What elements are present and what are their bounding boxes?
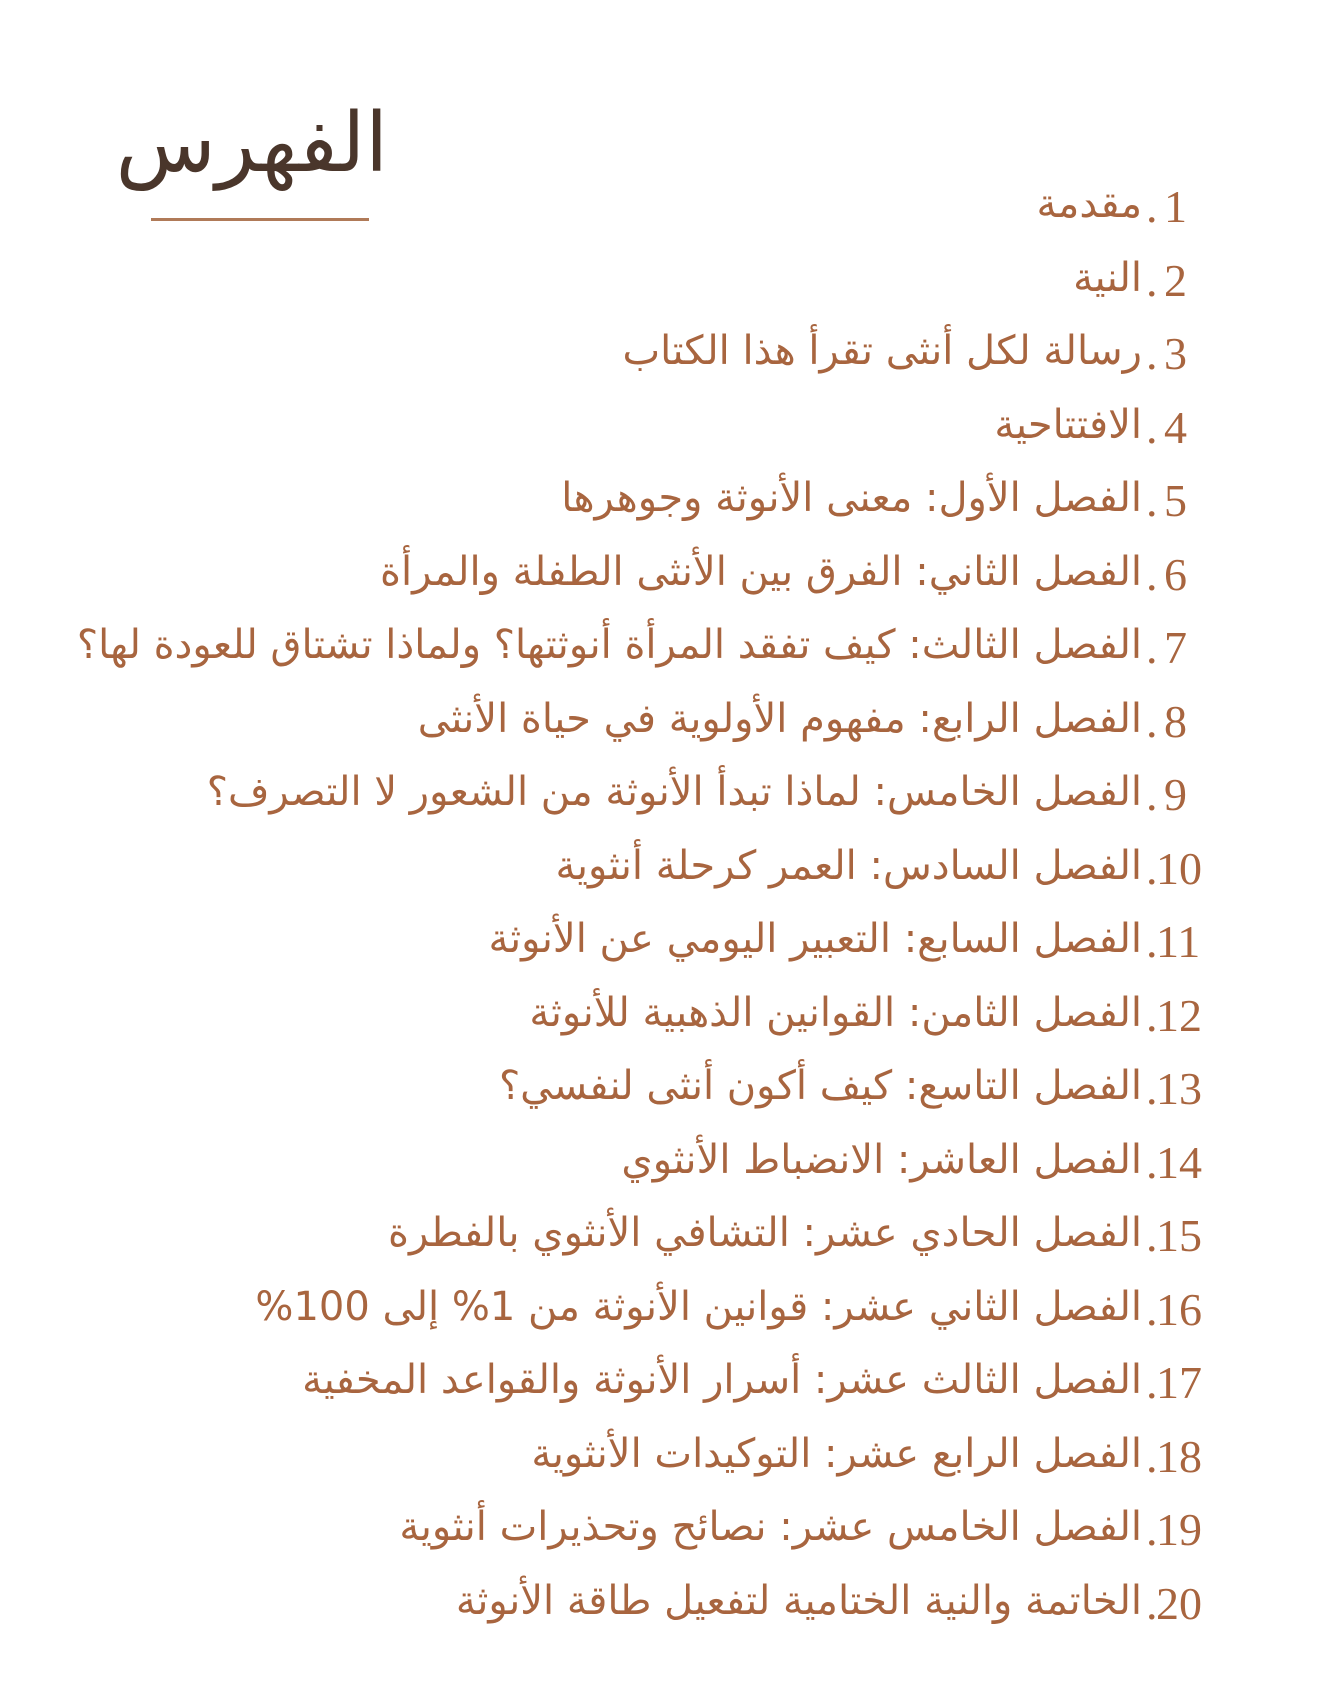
toc-item-label: الافتتاحية	[994, 401, 1142, 448]
toc-item-label: الفصل السادس: العمر كرحلة أنثوية	[555, 842, 1142, 889]
toc-item-10[interactable]	[0, 838, 1320, 912]
toc-item-label: الفصل الرابع عشر: التوكيدات الأنثوية	[531, 1430, 1142, 1477]
toc-item-label: مقدمة	[1036, 181, 1142, 227]
toc-item-label: النية	[1073, 254, 1142, 301]
toc-item-number: 15	[1156, 1210, 1202, 1261]
toc-item-label: الفصل الحادي عشر: التشافي الأنثوي بالفطرة	[387, 1210, 1142, 1256]
toc-item-number: 8	[1164, 695, 1187, 747]
toc-item-14[interactable]	[0, 1132, 1320, 1206]
toc-item-number: 9	[1164, 769, 1187, 820]
toc-item-number: 10	[1156, 842, 1202, 894]
toc-item-20[interactable]	[0, 1573, 1320, 1647]
toc-item-label: الفصل التاسع: كيف أكون أنثى لنفسي؟	[498, 1063, 1142, 1109]
toc-item-separator: .	[1146, 1430, 1158, 1482]
toc-item-6[interactable]	[0, 544, 1320, 618]
toc-item-label: الفصل الثالث: كيف تفقد المرأة أنوثتها؟ ولماذا تشتاق للعودة لها؟	[76, 622, 1142, 668]
toc-item-1[interactable]	[0, 176, 1320, 250]
toc-item-number: 18	[1156, 1430, 1202, 1482]
toc-item-2[interactable]	[0, 250, 1320, 324]
toc-item-separator: .	[1146, 181, 1158, 232]
toc-item-separator: .	[1146, 548, 1158, 600]
toc-item-3[interactable]	[0, 323, 1320, 397]
toc-item-separator: .	[1146, 989, 1158, 1041]
toc-item-number: 14	[1156, 1136, 1202, 1188]
toc-item-number: 11	[1156, 916, 1201, 967]
toc-item-18[interactable]	[0, 1426, 1320, 1500]
toc-item-separator: .	[1146, 622, 1158, 673]
toc-item-number: 16	[1156, 1283, 1202, 1335]
toc-item-label: رسالة لكل أنثى تقرأ هذا الكتاب	[622, 328, 1142, 374]
toc-item-number: 6	[1164, 548, 1187, 600]
toc-item-number: 4	[1164, 401, 1187, 453]
toc-item-label: الفصل الثامن: القوانين الذهبية للأنوثة	[529, 989, 1142, 1036]
table-of-contents-list	[0, 176, 1320, 1646]
toc-item-5[interactable]	[0, 470, 1320, 544]
toc-item-label: الفصل الثالث عشر: أسرار الأنوثة والقواعد المخفية	[302, 1357, 1142, 1403]
toc-item-separator: .	[1146, 695, 1158, 747]
page-title: الفهرس	[115, 95, 388, 191]
toc-item-separator: .	[1146, 1210, 1158, 1261]
toc-item-number: 13	[1156, 1063, 1202, 1114]
toc-item-number: 17	[1156, 1357, 1202, 1408]
toc-item-label: الفصل الخامس عشر: نصائح وتحذيرات أنثوية	[399, 1504, 1142, 1550]
toc-item-number: 20	[1156, 1577, 1202, 1629]
toc-item-4[interactable]	[0, 397, 1320, 471]
toc-item-label: الفصل الأول: معنى الأنوثة وجوهرها	[561, 475, 1142, 521]
toc-item-label: الفصل الثاني عشر: قوانين الأنوثة من 1% إلى 100%	[255, 1283, 1142, 1330]
toc-item-separator: .	[1146, 401, 1158, 453]
toc-item-11[interactable]	[0, 911, 1320, 985]
toc-item-separator: .	[1146, 1136, 1158, 1188]
toc-item-separator: .	[1146, 1577, 1158, 1629]
toc-item-15[interactable]	[0, 1205, 1320, 1279]
toc-item-number: 5	[1164, 475, 1187, 526]
toc-item-number: 12	[1156, 989, 1202, 1041]
toc-item-number: 7	[1164, 622, 1187, 673]
toc-item-separator: .	[1146, 254, 1158, 306]
toc-item-label: الفصل الثاني: الفرق بين الأنثى الطفلة والمرأة	[380, 548, 1142, 595]
toc-item-separator: .	[1146, 1283, 1158, 1335]
toc-item-7[interactable]	[0, 617, 1320, 691]
toc-item-separator: .	[1146, 916, 1158, 967]
toc-item-separator: .	[1146, 1504, 1158, 1555]
toc-item-label: الفصل الخامس: لماذا تبدأ الأنوثة من الشعور لا التصرف؟	[206, 769, 1142, 815]
toc-item-16[interactable]	[0, 1279, 1320, 1353]
toc-item-separator: .	[1146, 328, 1158, 379]
toc-item-number: 19	[1156, 1504, 1202, 1555]
toc-item-12[interactable]	[0, 985, 1320, 1059]
toc-item-label: الفصل العاشر: الانضباط الأنثوي	[621, 1136, 1142, 1183]
toc-item-9[interactable]	[0, 764, 1320, 838]
toc-item-separator: .	[1146, 1063, 1158, 1114]
toc-item-19[interactable]	[0, 1499, 1320, 1573]
toc-item-label: الخاتمة والنية الختامية لتفعيل طاقة الأنوثة	[455, 1577, 1142, 1624]
toc-item-13[interactable]	[0, 1058, 1320, 1132]
toc-item-number: 1	[1164, 181, 1187, 232]
toc-item-8[interactable]	[0, 691, 1320, 765]
toc-item-label: الفصل السابع: التعبير اليومي عن الأنوثة	[488, 916, 1142, 962]
toc-item-number: 3	[1164, 328, 1187, 379]
toc-item-separator: .	[1146, 842, 1158, 894]
toc-item-label: الفصل الرابع: مفهوم الأولوية في حياة الأنثى	[417, 695, 1142, 742]
toc-item-separator: .	[1146, 769, 1158, 820]
toc-item-separator: .	[1146, 1357, 1158, 1408]
toc-item-separator: .	[1146, 475, 1158, 526]
toc-item-number: 2	[1164, 254, 1187, 306]
toc-item-17[interactable]	[0, 1352, 1320, 1426]
